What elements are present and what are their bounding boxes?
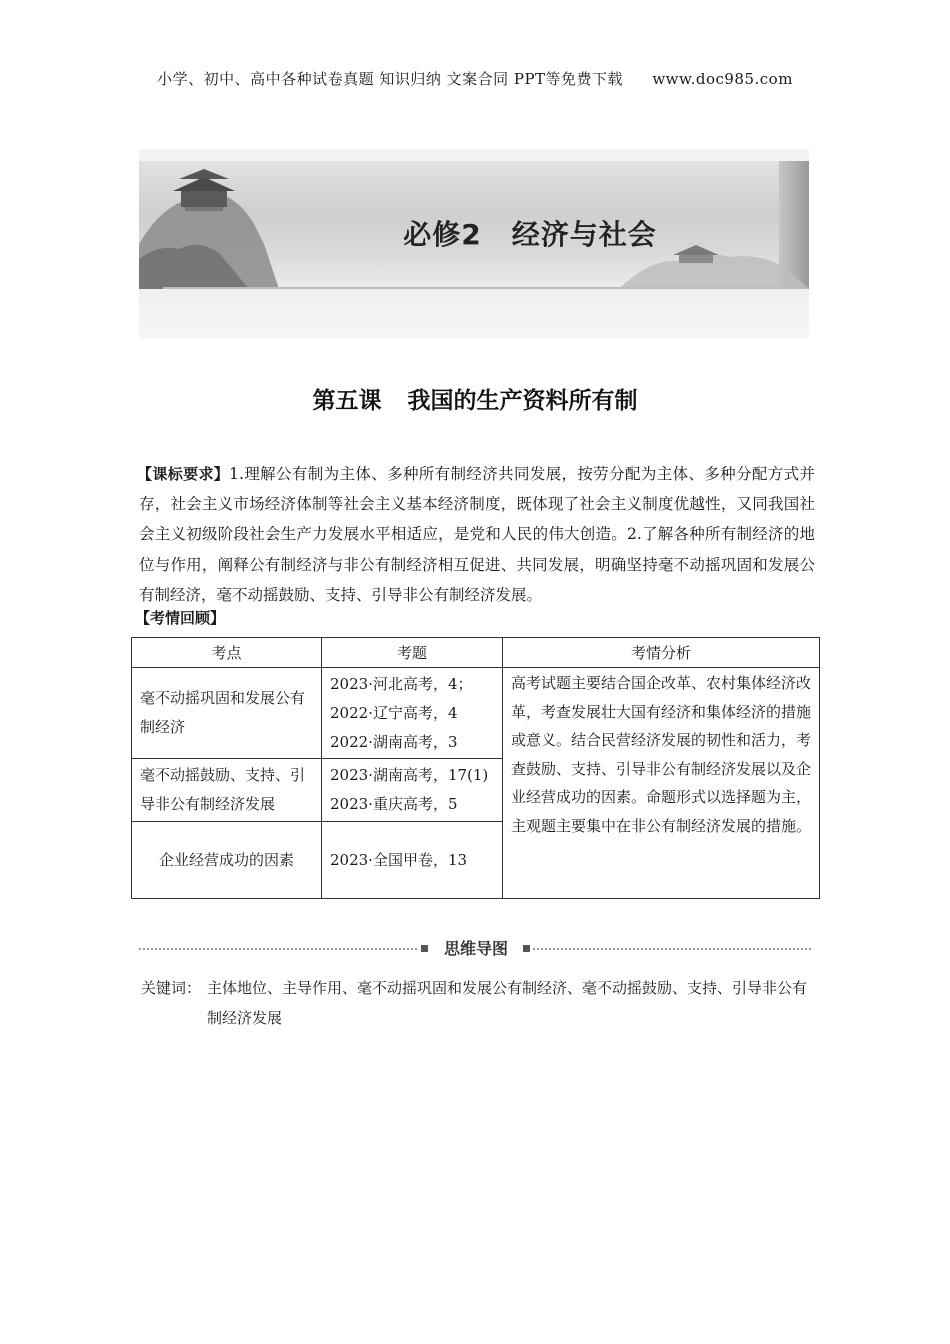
analysis-text: 高考试题主要结合国企改革、农村集体经济改革，考查发展壮大国有经济和集体经济的措施或意义。结合民营经济发展的韧性和活力，考查鼓励、支持、引导非公有制经济发展以及企业经营成功的因素。命题形式以选择题为主，主观题主要集中在非公有制经济发展的措施。: [503, 668, 820, 899]
row-point: 毫不动摇巩固和发展公有制经济: [132, 668, 322, 759]
row-point: 企业经营成功的因素: [132, 822, 322, 899]
keywords: [141, 973, 817, 1033]
header-analysis: 考情分析: [503, 638, 820, 668]
header-text: 小学、初中、高中各种试卷真题 知识归纳 文案合同 PPT等免费下载: [157, 70, 624, 88]
table-row: [132, 668, 820, 759]
banner-title-part1: 必修2: [403, 218, 482, 251]
review-label: 【考情回顾】: [135, 609, 226, 627]
row-questions: [322, 668, 503, 759]
mindmap-divider: [139, 935, 811, 963]
curriculum-requirements: [139, 459, 815, 610]
header-question: 考题: [322, 638, 503, 668]
page-header: [0, 68, 950, 89]
banner-title: [139, 213, 809, 253]
requirements-text: 1.理解公有制为主体、多种所有制经济共同发展，按劳分配为主体、多种分配方式并存，社会主义市场经济体制等社会主义基本经济制度，既体现了社会主义制度优越性，又同我国社会主义初级阶段社会生产力发展水平相适应，是党和人民的伟大创造。2.了解各种所有制经济的地位与作用，阐释公有制经济与非公有制经济相互促进、共同发展，明确坚持毫不动摇巩固和发展公有制经济，毫不动摇鼓励、支持、引导非公有制经济发展。: [139, 465, 815, 604]
row-point: 毫不动摇鼓励、支持、引导非公有制经济发展: [132, 759, 322, 822]
banner: [139, 149, 809, 339]
keywords-label: 关键词：: [141, 979, 202, 997]
header-site-link[interactable]: www.doc985.com: [652, 70, 793, 88]
question-item: 2022·辽宁高考，4: [330, 703, 458, 722]
keywords-text: 主体地位、主导作用、毫不动摇巩固和发展公有制经济、毫不动摇鼓励、支持、引导非公有制经济发展: [207, 979, 808, 1027]
question-item: 2023·全国甲卷，13: [330, 850, 468, 869]
banner-title-part2: 经济与社会: [511, 218, 657, 251]
lesson-title: [0, 382, 950, 415]
lesson-number: 第五课: [312, 388, 382, 414]
lesson-name: 我国的生产资料所有制: [407, 388, 638, 414]
exam-review-table: [131, 637, 820, 899]
row-questions: [322, 759, 503, 822]
question-item: 2023·河北高考，4；: [330, 674, 473, 693]
question-item: 2023·重庆高考，5: [330, 795, 458, 813]
square-bullet-icon: [421, 945, 428, 952]
mindmap-heading: 思维导图: [443, 939, 508, 958]
requirements-tag: 【课标要求】: [137, 465, 230, 483]
row-questions: [322, 822, 503, 899]
header-point: 考点: [132, 638, 322, 668]
square-bullet-icon: [523, 945, 530, 952]
question-item: 2023·湖南高考，17(1): [330, 766, 489, 784]
question-item: 2022·湖南高考，3: [330, 732, 458, 751]
table-header-row: [132, 638, 820, 668]
